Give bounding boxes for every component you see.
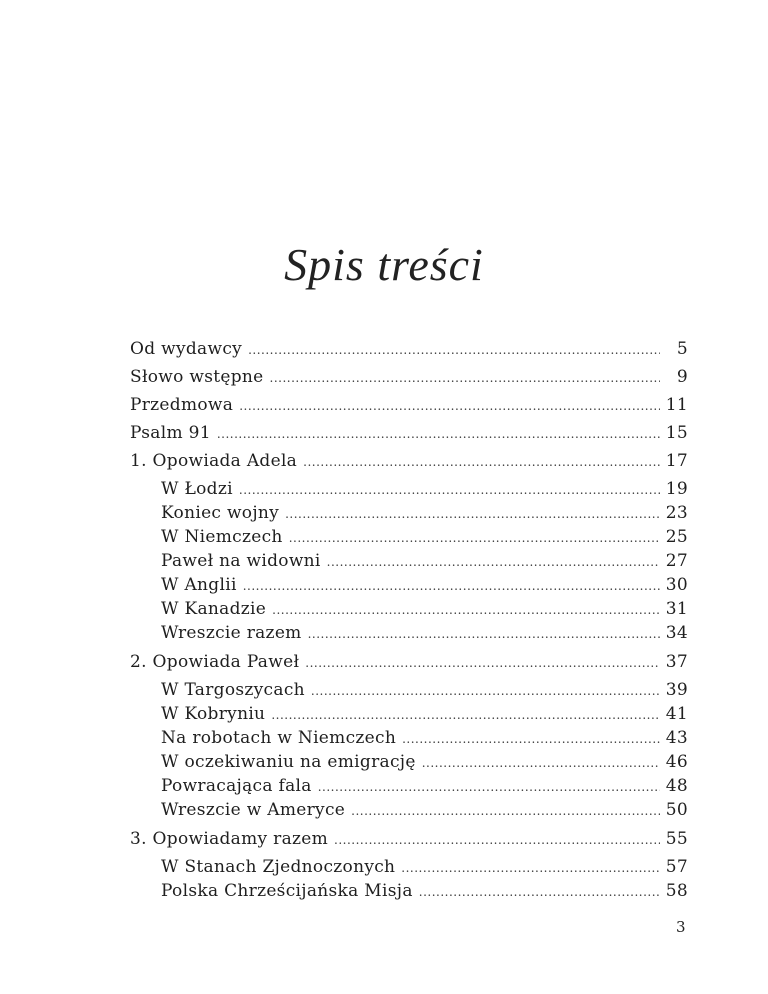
- toc-entry-page: 15: [665, 423, 688, 443]
- toc-entry-page: 57: [665, 857, 688, 877]
- dot-leader: [308, 622, 660, 646]
- dot-leader: [422, 751, 660, 775]
- dot-leader: [217, 422, 660, 446]
- toc-entry-page: 11: [665, 395, 688, 415]
- toc-entry-page: 9: [676, 367, 688, 387]
- toc-entry-label: W Kobryniu: [161, 704, 266, 724]
- toc-entry-page: 30: [665, 575, 688, 595]
- toc-entry: [130, 393, 688, 417]
- toc-subentry: [130, 726, 688, 750]
- toc-entry-page: 55: [665, 829, 688, 849]
- toc-entry: [130, 365, 688, 389]
- toc-chapter-entry: [130, 650, 688, 674]
- toc-entry-page: 37: [665, 652, 688, 672]
- toc-entry-label: Przedmowa: [130, 395, 234, 415]
- toc-entry: [130, 421, 688, 445]
- dot-leader: [305, 651, 660, 675]
- toc-entry-page: 39: [665, 680, 688, 700]
- toc-subentry: [130, 750, 688, 774]
- toc-entry-label: Polska Chrześcijańska Misja: [161, 881, 413, 901]
- toc-entry-page: 48: [665, 776, 688, 796]
- toc-entry-label: Powracająca fala: [161, 776, 312, 796]
- toc-entry-page: 50: [665, 800, 688, 820]
- dot-leader: [311, 679, 660, 703]
- toc-entry-page: 25: [665, 527, 688, 547]
- toc-entry-label: W Niemczech: [161, 527, 283, 547]
- toc-entry-label: 3. Opowiadamy razem: [130, 829, 329, 849]
- toc-subentry: [130, 702, 688, 726]
- toc-entry-label: Od wydawcy: [130, 339, 243, 359]
- dot-leader: [401, 856, 659, 880]
- toc-subentry: [130, 678, 688, 702]
- toc-subentry: [130, 549, 688, 573]
- dot-leader: [239, 394, 660, 418]
- dot-leader: [351, 799, 660, 823]
- toc-subentry: [130, 774, 688, 798]
- toc-entry-page: 41: [665, 704, 688, 724]
- toc-subentry: [130, 798, 688, 822]
- toc-entry: [130, 337, 688, 361]
- toc-entry-label: 2. Opowiada Paweł: [130, 652, 300, 672]
- toc-entry-label: Koniec wojny: [161, 503, 280, 523]
- toc-chapter-entry: [130, 449, 688, 473]
- toc-subentry: [130, 477, 688, 501]
- toc-entry-page: 17: [665, 451, 688, 471]
- dot-leader: [271, 703, 659, 727]
- toc-entry-label: W Anglii: [161, 575, 237, 595]
- toc-entry-label: Wreszcie razem: [161, 623, 302, 643]
- toc-entry-label: Psalm 91: [130, 423, 211, 443]
- toc-entry-label: W Targoszycach: [161, 680, 305, 700]
- toc-entry-label: Wreszcie w Ameryce: [161, 800, 346, 820]
- dot-leader: [327, 550, 660, 574]
- toc-subentry: [130, 621, 688, 645]
- dot-leader: [272, 598, 660, 622]
- toc-subentry: [130, 525, 688, 549]
- toc-entry-page: 23: [665, 503, 688, 523]
- toc-entry-label: Słowo wstępne: [130, 367, 264, 387]
- dot-leader: [270, 366, 660, 390]
- toc-entry-page: 58: [665, 881, 688, 901]
- toc-chapter-entry: [130, 827, 688, 851]
- toc-subentry: [130, 573, 688, 597]
- page-number: 3: [676, 918, 686, 936]
- toc-entry-label: 1. Opowiada Adela: [130, 451, 298, 471]
- table-of-contents: [130, 337, 688, 903]
- dot-leader: [243, 574, 660, 598]
- dot-leader: [248, 338, 660, 362]
- dot-leader: [285, 502, 660, 526]
- toc-entry-page: 43: [665, 728, 688, 748]
- toc-entry-page: 31: [665, 599, 688, 619]
- toc-entry-page: 27: [665, 551, 688, 571]
- dot-leader: [334, 828, 660, 852]
- toc-entry-page: 5: [676, 339, 688, 359]
- toc-entry-label: W Stanach Zjednoczonych: [161, 857, 396, 877]
- toc-entry-page: 19: [665, 479, 688, 499]
- toc-entry-label: Paweł na widowni: [161, 551, 321, 571]
- toc-entry-page: 34: [665, 623, 688, 643]
- dot-leader: [419, 880, 660, 904]
- dot-leader: [239, 478, 660, 502]
- toc-entry-page: 46: [665, 752, 688, 772]
- toc-subentry: [130, 501, 688, 525]
- toc-subentry: [130, 597, 688, 621]
- toc-subentry: [130, 855, 688, 879]
- dot-leader: [402, 727, 660, 751]
- page-title: Spis treści: [284, 239, 484, 290]
- toc-entry-label: W Kanadzie: [161, 599, 267, 619]
- dot-leader: [318, 775, 660, 799]
- toc-entry-label: W Łodzi: [161, 479, 233, 499]
- dot-leader: [289, 526, 660, 550]
- toc-entry-label: Na robotach w Niemczech: [161, 728, 397, 748]
- dot-leader: [303, 450, 660, 474]
- toc-entry-label: W oczekiwaniu na emigrację: [161, 752, 416, 772]
- toc-subentry: [130, 879, 688, 903]
